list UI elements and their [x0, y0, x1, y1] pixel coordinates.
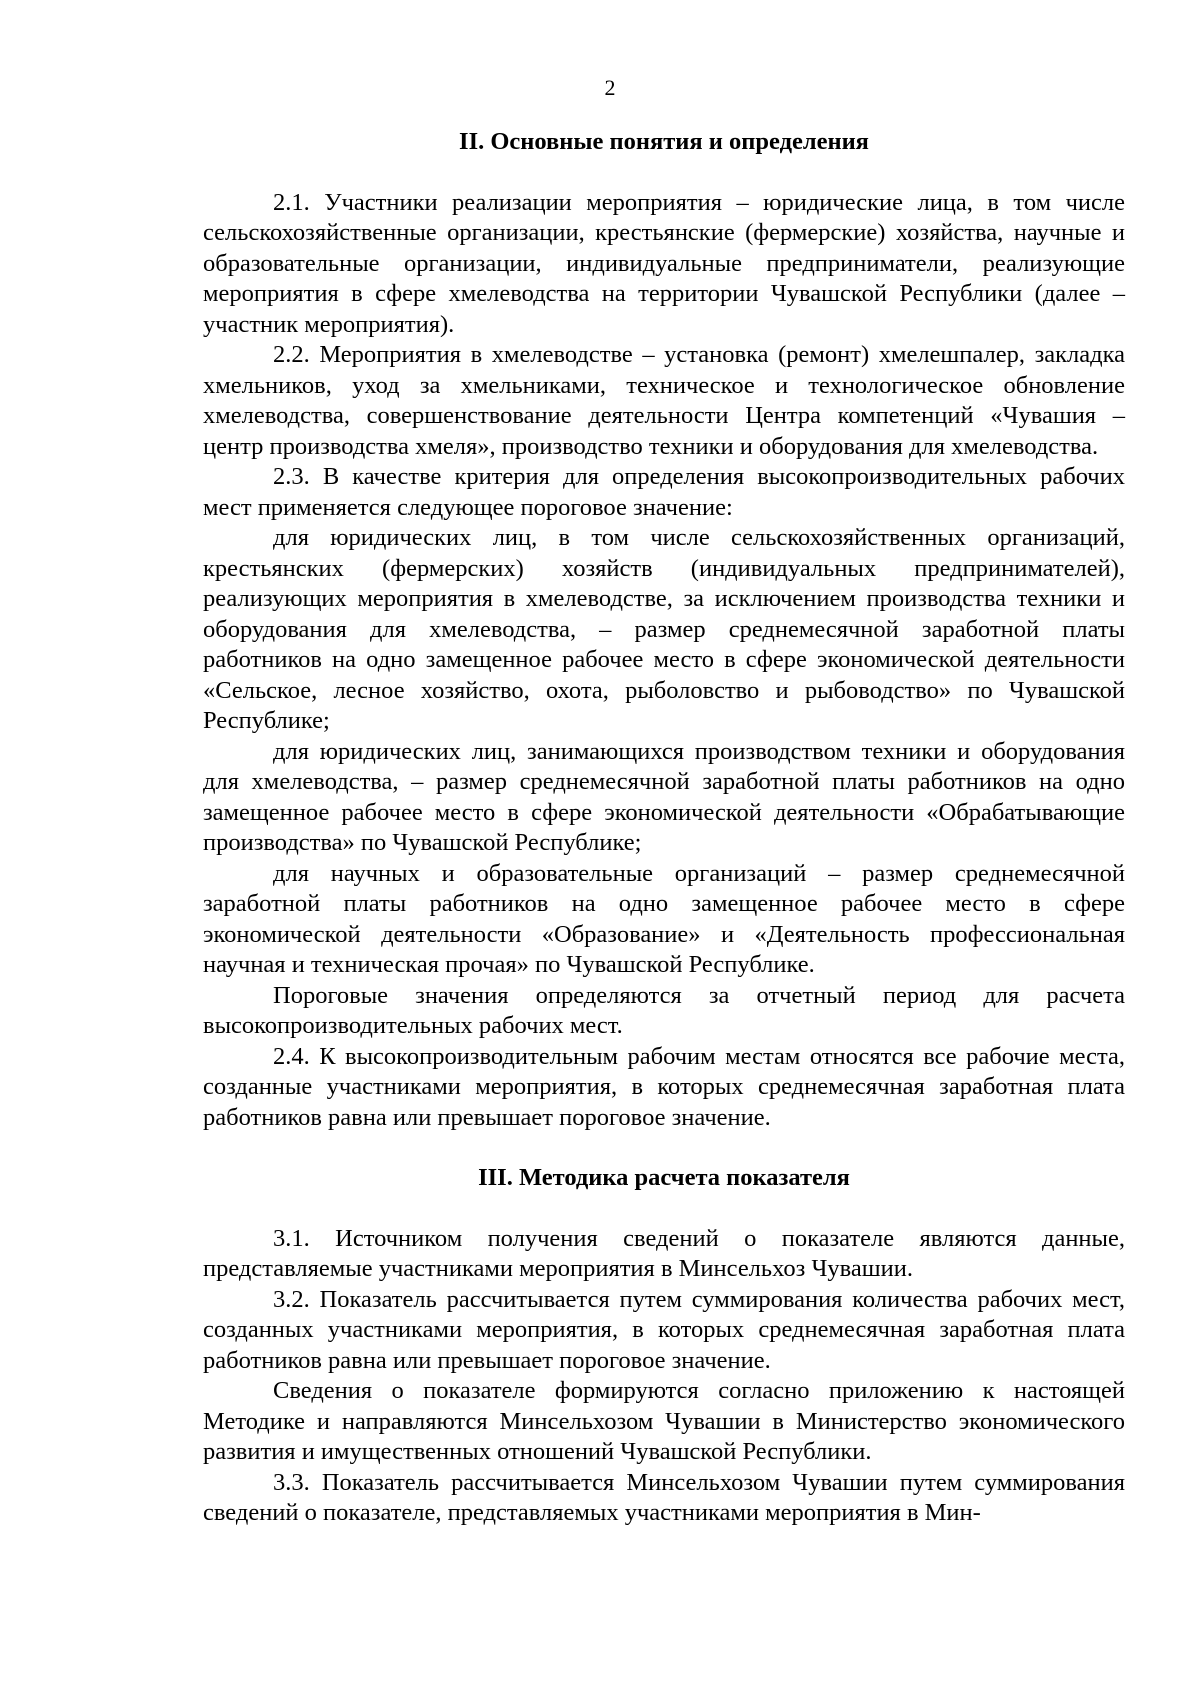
- paragraph-2-2: 2.2. Мероприятия в хмелеводстве – установка (ремонт) хмелешпалер, закладка хмельников, уход за хмельниками, техническое и технологическое обновление хмелеводства, совершенствование деятельности Центра компетенций «Чувашия – центр производства хмеля», производство техники и оборудования для хмелеводства.: [203, 341, 1125, 460]
- paragraph-3-1: 3.1. Источником получения сведений о показателе являются данные, представляемые участниками мероприятия в Минсельхоз Чувашии.: [203, 1224, 1125, 1282]
- paragraph-3-3: 3.3. Показатель рассчитывается Минсельхозом Чувашии путем суммирования сведений о показателе, представляемых участниками мероприятия в Мин-: [203, 1468, 1125, 1526]
- paragraph-2-4: 2.4. К высокопроизводительным рабочим местам относятся все рабочие места, созданные участниками мероприятия, в которых среднемесячная заработная плата работников равна или превышает пороговое значение.: [203, 1042, 1125, 1131]
- section-heading-calculation-method: III. Методика расчета показателя: [478, 1164, 850, 1191]
- page-number: 2: [604, 75, 616, 100]
- paragraph-threshold-period: Пороговые значения определяются за отчетный период для расчета высокопроизводительных рабочих мест.: [203, 981, 1125, 1039]
- paragraph-threshold-education: для научных и образовательные организаций – размер среднемесячной заработной платы работников на одно замещенное рабочее место в сфере экономической деятельности «Образование» и «Деятельность профессиональная научная и техническая прочая» по Чувашской Республике.: [203, 859, 1125, 978]
- paragraph-threshold-manufacturing: для юридических лиц, занимающихся производством техники и оборудования для хмелеводства, – размер среднемесячной заработной платы работников на одно замещенное рабочее место в сфере экономической деятельности «Обрабатывающие производства» по Чувашской Республике;: [203, 737, 1125, 856]
- document-body: [203, 127, 1125, 1529]
- paragraph-3-2: 3.2. Показатель рассчитывается путем суммирования количества рабочих мест, созданных участниками мероприятия, в которых среднемесячная заработная плата работников равна или превышает пороговое значение.: [203, 1285, 1125, 1374]
- paragraph-2-1: 2.1. Участники реализации мероприятия – юридические лица, в том числе сельскохозяйственные организации, крестьянские (фермерские) хозяйства, научные и образовательные организации, индивидуальные предприниматели, реализующие мероприятия в сфере хмелеводства на территории Чувашской Республики (далее – участник мероприятия).: [203, 188, 1125, 338]
- paragraph-threshold-agriculture: для юридических лиц, в том числе сельскохозяйственных организаций, крестьянских (фермерских) хозяйств (индивидуальных предпринимателей), реализующих мероприятия в хмелеводстве, за исключением производства техники и оборудования для хмелеводства, – размер среднемесячной заработной платы работников на одно замещенное рабочее место в сфере экономической деятельности «Сельское, лесное хозяйство, охота, рыболовство и рыбоводство» по Чувашской Республике;: [203, 524, 1125, 734]
- paragraph-reporting-info: Сведения о показателе формируются согласно приложению к настоящей Методике и направляются Минсельхозом Чувашии в Министерство экономического развития и имущественных отношений Чувашской Республики.: [203, 1377, 1125, 1465]
- paragraph-2-3: 2.3. В качестве критерия для определения высокопроизводительных рабочих мест применяется следующее пороговое значение:: [203, 463, 1125, 521]
- section-heading-basic-concepts: II. Основные понятия и определения: [459, 128, 869, 155]
